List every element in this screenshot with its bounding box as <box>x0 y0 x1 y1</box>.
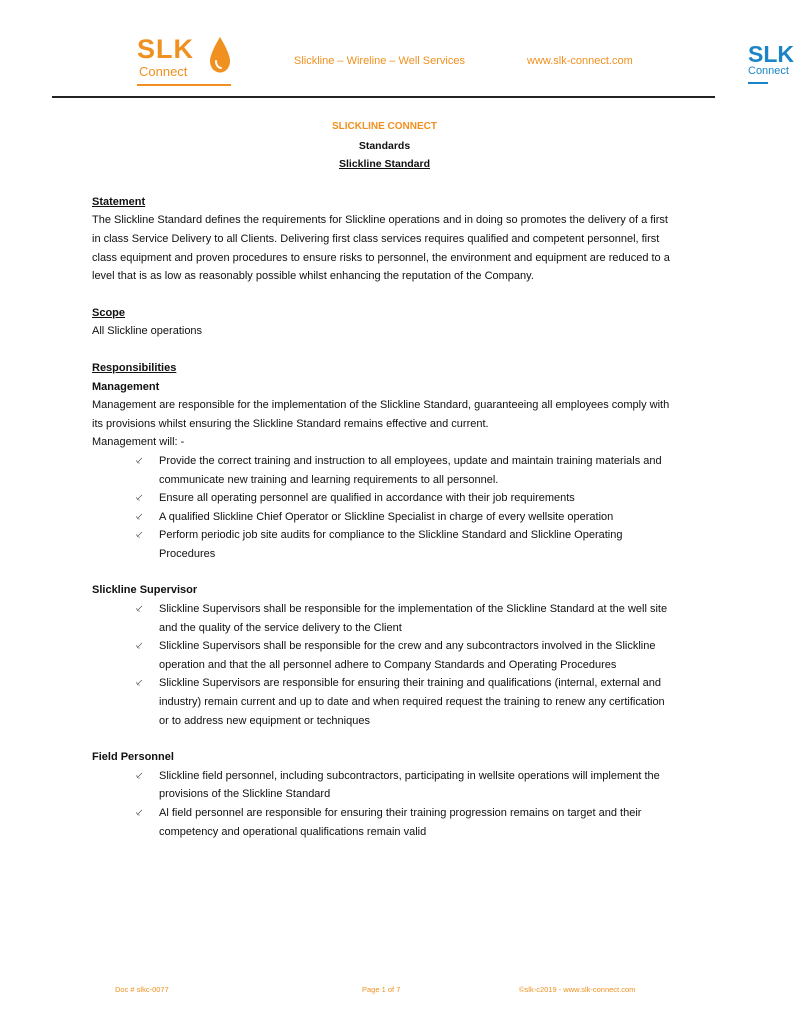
header-rule <box>52 96 715 98</box>
drop-bullet-icon: ⸔ <box>135 640 144 653</box>
list-item-text: Slickline Supervisors are responsible for ensuring their training and qualifications (internal, external and industry) remain current and up to date and when required request the training to renew any certification or to address new equipment or techniques <box>159 677 665 727</box>
list-item <box>92 804 677 841</box>
list-item-text: Provide the correct training and instruction to all employees, update and maintain training materials and communicate new training and learning requirements to all personnel. <box>159 454 662 486</box>
management-text: Management are responsible for the implementation of the Slickline Standard, guaranteeing all employees comply with its provisions whilst ensuring the Slickline Standard remains effective and current. <box>92 399 670 430</box>
footer-copyright: ©slk-c2019 - www.slk-connect.com <box>519 985 636 994</box>
logo-subtext: Connect <box>139 64 188 79</box>
drop-bullet-icon: ⸔ <box>135 603 144 616</box>
supervisor-list <box>92 600 677 730</box>
logo-underline <box>137 84 231 86</box>
scope-text: All Slickline operations <box>92 325 203 338</box>
list-item-text: Slickline Supervisors shall be responsible for the crew and any subcontractors involved in the Slickline operation and that the all personnel adhere to Company Standards and Operating Procedures <box>159 640 656 671</box>
field-personnel-list <box>92 767 677 841</box>
slk-connect-logo <box>137 34 233 90</box>
header-website: www.slk-connect.com <box>527 55 633 67</box>
list-item <box>92 452 677 489</box>
management-lead: Management will: - <box>92 436 185 449</box>
management-heading: Management <box>92 380 160 393</box>
category-title: Standards <box>358 139 411 152</box>
statement-heading: Statement <box>92 195 146 208</box>
partner-logo-underline <box>748 82 768 84</box>
logo-text: SLK <box>137 34 194 64</box>
document-title: Slickline Standard <box>338 158 431 171</box>
list-item <box>92 674 677 730</box>
field-personnel-heading: Field Personnel <box>92 751 174 764</box>
partner-logo <box>748 41 794 88</box>
list-item-text: Slickline field personnel, including subcontractors, participating in wellsite operations will implement the provisions of the Slickline Standard <box>159 769 660 801</box>
footer-doc-number: Doc # slkc-0077 <box>115 985 169 994</box>
drop-bullet-icon: ⸔ <box>135 454 144 467</box>
list-item-text: Ensure all operating personnel are qualified in accordance with their job requirements <box>159 492 575 505</box>
list-item <box>92 489 677 508</box>
document-body <box>92 118 677 841</box>
responsibilities-heading: Responsibilities <box>92 361 177 374</box>
management-list <box>92 452 677 564</box>
drop-bullet-icon: ⸔ <box>135 492 144 505</box>
drop-bullet-icon: ⸔ <box>135 510 144 523</box>
statement-text: The Slickline Standard defines the requirements for Slickline operations and in doing so promotes the delivery of a first in class Service Delivery to all Clients. Delivering first class services requires qualified and competent personnel, first class equipment and proven procedures to ensure risks to personnel, the environment and equipment are reduced to a level that is as low as reasonably possible whilst enhancing the reputation of the Company. <box>92 214 670 283</box>
list-item <box>92 637 677 674</box>
supervisor-heading: Slickline Supervisor <box>92 584 198 597</box>
list-item <box>92 600 677 637</box>
header-tagline: Slickline – Wireline – Well Services <box>294 55 465 67</box>
list-item-text: Perform periodic job site audits for compliance to the Slickline Standard and Slickline Operating Procedures <box>159 529 623 560</box>
page-header <box>0 0 794 100</box>
footer-page-number: Page 1 of 7 <box>362 985 401 994</box>
drop-bullet-icon: ⸔ <box>135 769 144 782</box>
partner-logo-text: SLK <box>748 41 794 67</box>
scope-heading: Scope <box>92 306 126 319</box>
list-item-text: Slickline Supervisors shall be responsible for the implementation of the Slickline Standard at the well site and the quality of the service delivery to the Client <box>159 603 668 634</box>
list-item-text: A qualified Slickline Chief Operator or Slickline Specialist in charge of every wellsite operation <box>159 510 614 523</box>
list-item <box>92 526 677 563</box>
drop-bullet-icon: ⸔ <box>135 529 144 542</box>
drop-bullet-icon: ⸔ <box>135 677 144 690</box>
list-item-text: Al field personnel are responsible for ensuring their training progression remains on target and their competency and operational qualifications remain valid <box>159 807 642 838</box>
partner-logo-subtext: Connect <box>748 65 789 77</box>
list-item <box>92 508 677 527</box>
drop-bullet-icon: ⸔ <box>135 807 144 819</box>
list-item <box>92 767 677 804</box>
org-title: SLICKLINE CONNECT <box>332 121 437 132</box>
oil-drop-icon <box>209 36 231 74</box>
